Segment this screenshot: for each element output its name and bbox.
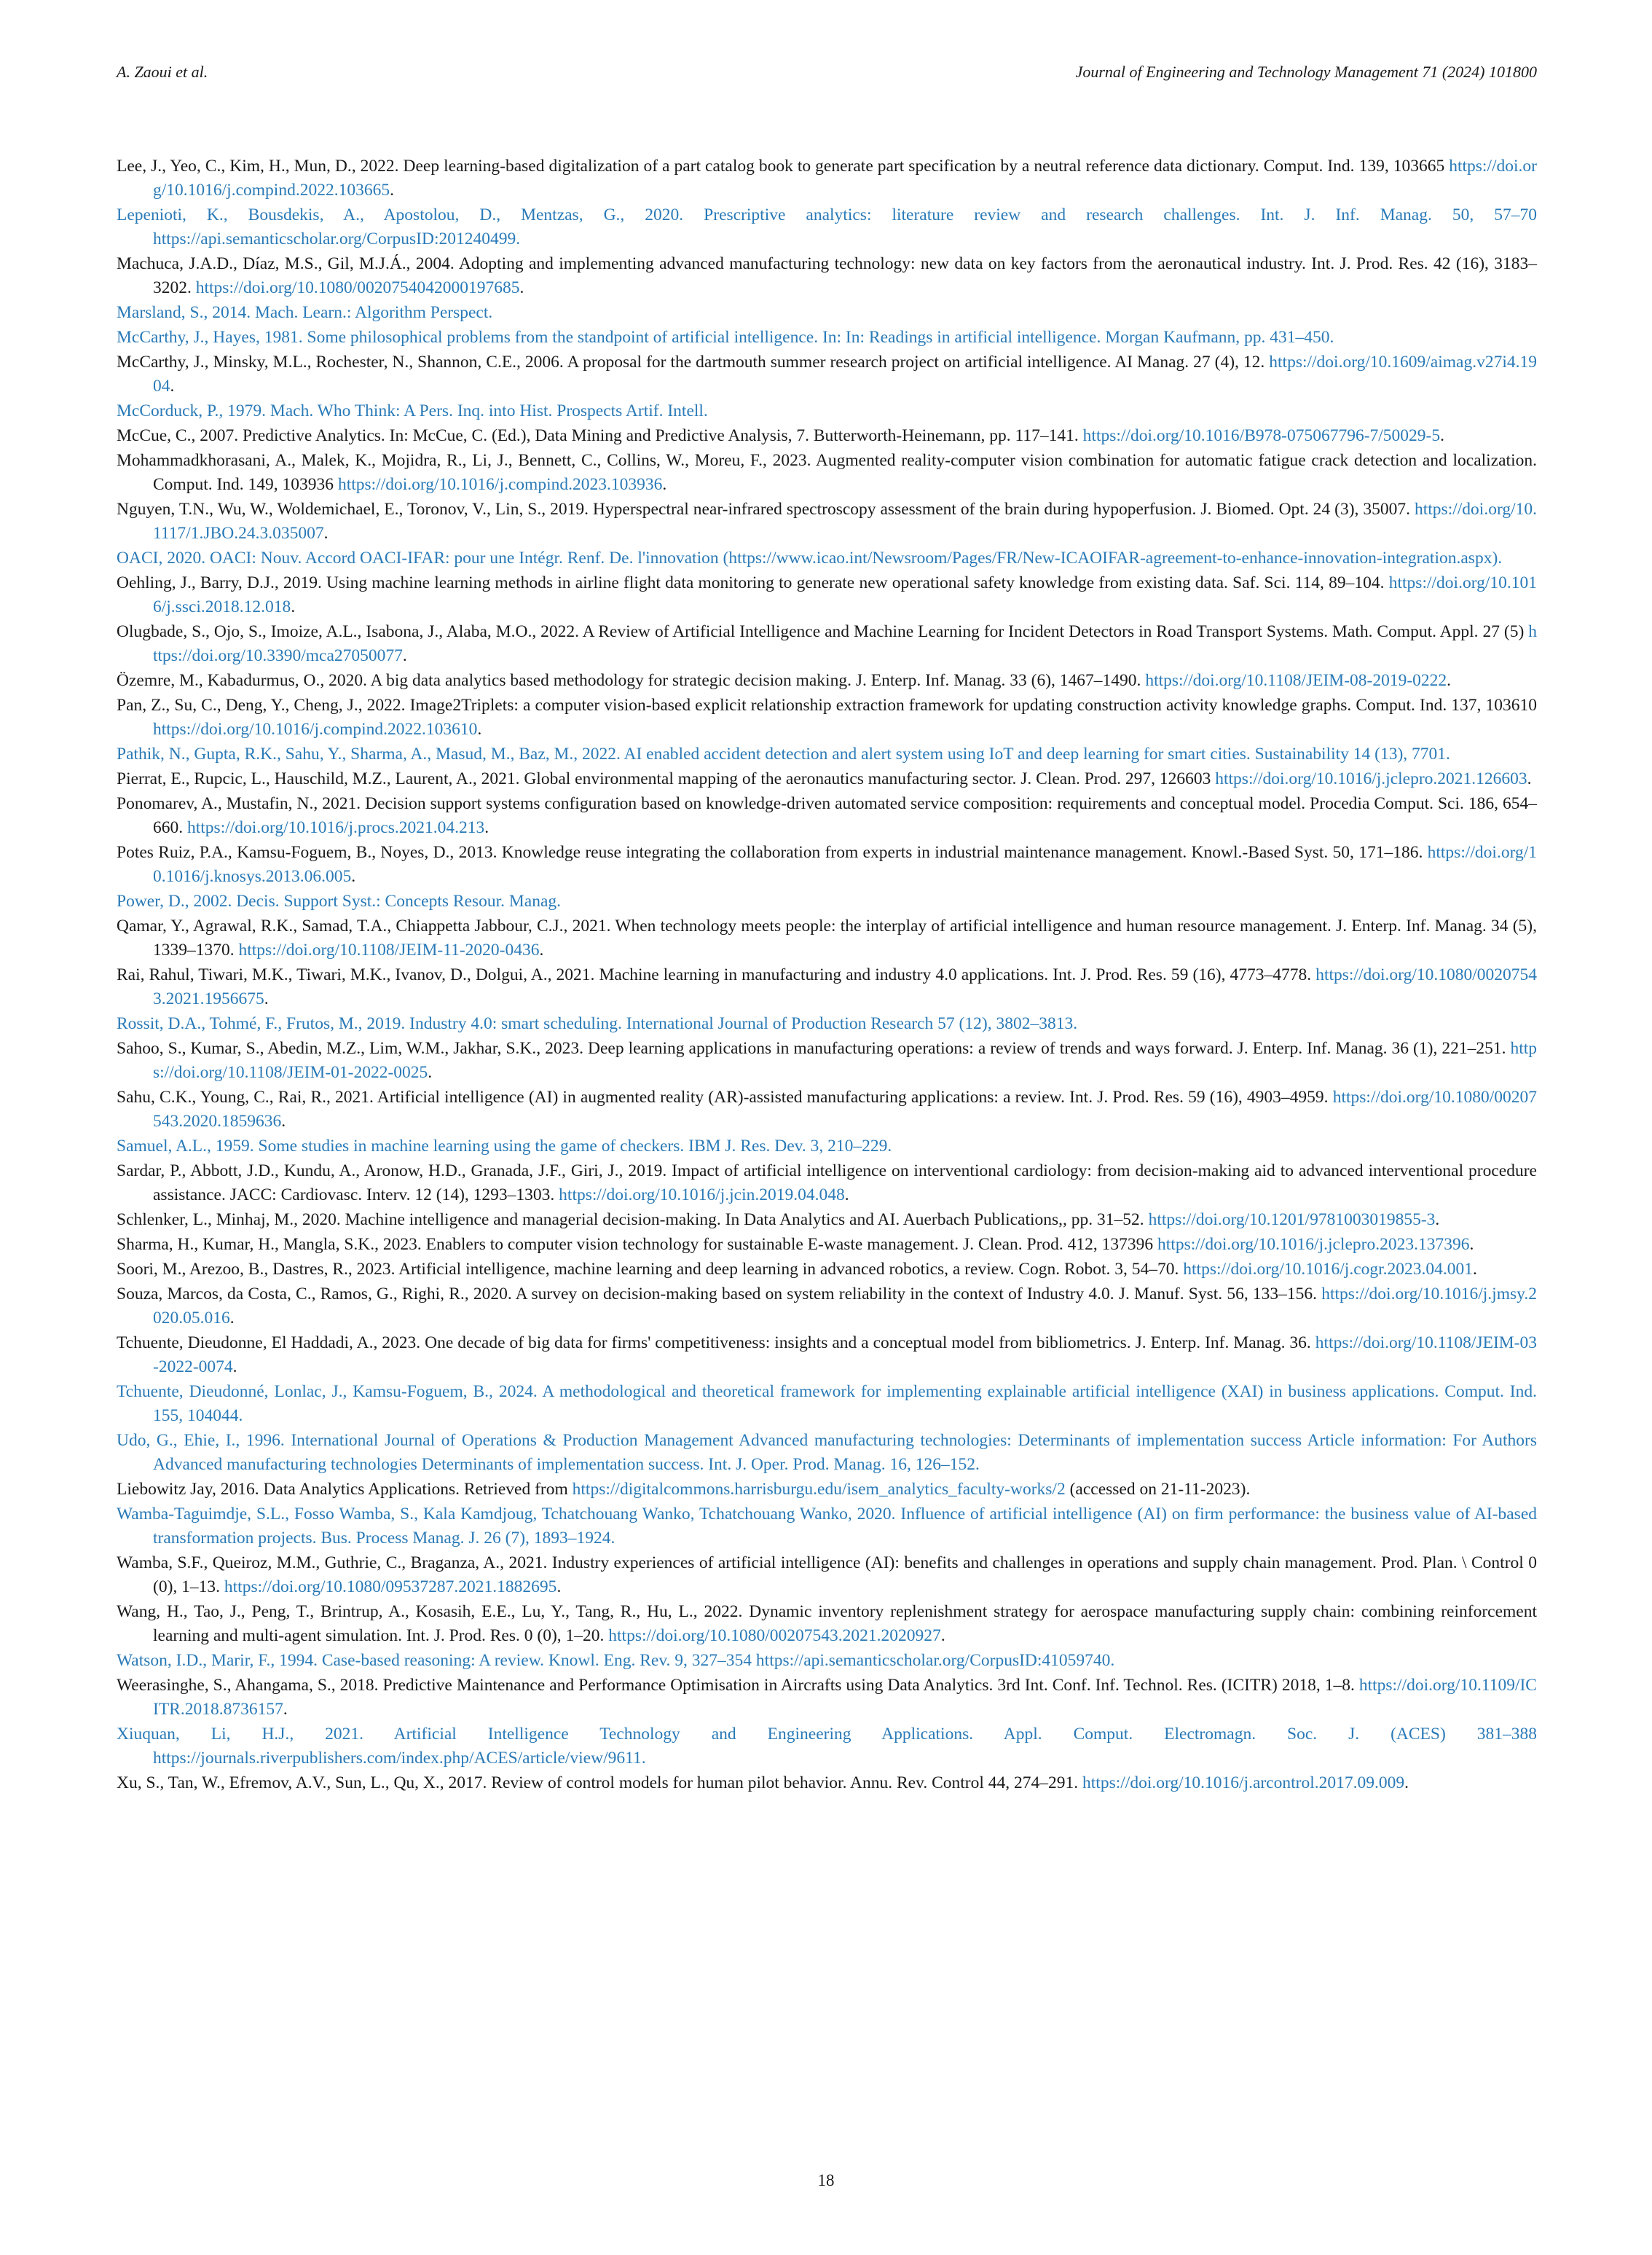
reference-doi-link[interactable]: https://doi.org/10.1108/JEIM-11-2020-0436	[238, 941, 540, 960]
reference-entry[interactable]	[117, 1649, 1537, 1673]
reference-entry	[117, 350, 1537, 399]
reference-entry	[117, 841, 1537, 889]
reference-text: OACI, 2020. OACI: Nouv. Accord OACI-IFAR: pour une Intégr. Renf. De. l'innovation (https://www.icao.int/Newsroom/Pages/FR/New-ICAOIFAR-agreement-to-enhance-innovation-integration.aspx).	[117, 549, 1503, 568]
running-header	[117, 63, 1537, 92]
reference-suffix: .	[1404, 1773, 1409, 1792]
reference-entry	[117, 1037, 1537, 1085]
reference-doi-link[interactable]: https://doi.org/10.1016/j.jcin.2019.04.048	[559, 1185, 845, 1204]
reference-suffix: .	[1447, 671, 1452, 690]
reference-text: Sharma, H., Kumar, H., Mangla, S.K., 2023. Enablers to computer vision technology for sustainable E-waste management. J. Clean. Prod. 412, 137396	[117, 1235, 1158, 1254]
reference-suffix: .	[402, 646, 407, 665]
reference-text: Udo, G., Ehie, I., 1996. International Journal of Operations & Production Management Advanced manufacturing technologies: Determinants of implementation success Article information: For Authors Advanced manufacturing technologies Determinants of implementation success. Int. J. Oper. Prod. Manag. 16, 126–152.	[117, 1431, 1537, 1474]
reference-text: Machuca, J.A.D., Díaz, M.S., Gil, M.J.Á., 2004. Adopting and implementing advanced manufacturing technology: new data on key factors from the aeronautical industry. Int. J. Prod. Res. 42 (16), 3183–3202.	[117, 254, 1537, 297]
reference-text: Soori, M., Arezoo, B., Dastres, R., 2023. Artificial intelligence, machine learning and deep learning in advanced robotics, a review. Cogn. Robot. 3, 54–70.	[117, 1260, 1184, 1279]
reference-text: Watson, I.D., Marir, F., 1994. Case-based reasoning: A review. Knowl. Eng. Rev. 9, 327–354 https://api.semanticscholar.org/CorpusID:41059740.	[117, 1651, 1115, 1670]
reference-entry	[117, 620, 1537, 668]
reference-text: Tchuente, Dieudonne, El Haddadi, A., 2023. One decade of big data for firms' competitiveness: insights and a conceptual model from bibliometrics. J. Enterp. Inf. Manag. 36.	[117, 1333, 1315, 1352]
reference-suffix: .	[283, 1700, 288, 1719]
reference-text: Liebowitz Jay, 2016. Data Analytics Applications. Retrieved from	[117, 1480, 573, 1499]
reference-entry	[117, 154, 1537, 203]
reference-text: Sahu, C.K., Young, C., Rai, R., 2021. Artificial intelligence (AI) in augmented reality (AR)-assisted manufacturing applications: a review. Int. J. Prod. Res. 59 (16), 4903–4959.	[117, 1088, 1333, 1107]
reference-suffix: .	[1469, 1235, 1474, 1254]
reference-doi-link[interactable]: https://doi.org/10.1016/j.arcontrol.2017.09.009	[1082, 1773, 1405, 1792]
reference-entry	[117, 1258, 1537, 1282]
reference-text: Lee, J., Yeo, C., Kim, H., Mun, D., 2022. Deep learning-based digitalization of a part catalog book to generate part specification by a neutral reference data dictionary. Comput. Ind. 139, 103665	[117, 157, 1450, 176]
reference-text: McCarthy, J., Hayes, 1981. Some philosophical problems from the standpoint of artificial intelligence. In: In: Readings in artificial intelligence. Morgan Kaufmann, pp. 431–450.	[117, 328, 1334, 347]
reference-doi-link[interactable]: https://doi.org/10.1201/9781003019855-3	[1148, 1210, 1436, 1229]
reference-text: Nguyen, T.N., Wu, W., Woldemichael, E., Toronov, V., Lin, S., 2019. Hyperspectral near-infrared spectroscopy assessment of the brain during hypoperfusion. J. Biomed. Opt. 24 (3), 35007.	[117, 500, 1415, 519]
reference-entry	[117, 1600, 1537, 1648]
reference-doi-link[interactable]: https://doi.org/10.1108/JEIM-03-2022-0074	[153, 1333, 1537, 1376]
reference-doi-link[interactable]: https://doi.org/10.1016/j.procs.2021.04.213	[187, 818, 485, 837]
reference-doi-link[interactable]: https://doi.org/10.1080/09537287.2021.1882695	[224, 1577, 557, 1596]
reference-entry[interactable]	[117, 1380, 1537, 1428]
reference-entry	[117, 449, 1537, 497]
reference-doi-link[interactable]: https://doi.org/10.1080/00207543.2020.1859636	[153, 1088, 1537, 1131]
reference-entry	[117, 1159, 1537, 1207]
reference-text: Wang, H., Tao, J., Peng, T., Brintrup, A., Kosasih, E.E., Lu, Y., Tang, R., Hu, L., 2022. Dynamic inventory replenishment strategy for aerospace manufacturing supply chain: combining reinforcement learning and multi-agent simulation. Int. J. Prod. Res. 0 (0), 1–20.	[117, 1602, 1537, 1645]
reference-doi-link[interactable]: https://doi.org/10.1016/j.jclepro.2021.126603	[1215, 769, 1527, 788]
reference-entry	[117, 1086, 1537, 1134]
reference-doi-link[interactable]: https://doi.org/10.1016/j.compind.2022.103610	[153, 720, 478, 739]
reference-entry[interactable]	[117, 742, 1537, 766]
reference-entry	[117, 1233, 1537, 1257]
reference-suffix: .	[1527, 769, 1532, 788]
reference-doi-link[interactable]: https://doi.org/10.1016/j.knosys.2013.06.005	[153, 843, 1537, 886]
reference-text: Wamba-Taguimdje, S.L., Fosso Wamba, S., Kala Kamdjoug, Tchatchouang Wanko, Tchatchouang Wanko, 2020. Influence of artificial intelligence (AI) on firm performance: the business value of AI-based transformation projects. Bus. Process Manag. J. 26 (7), 1893–1924.	[117, 1505, 1537, 1548]
reference-entry[interactable]	[117, 890, 1537, 914]
reference-suffix: .	[264, 989, 269, 1008]
reference-suffix: .	[281, 1112, 286, 1131]
reference-doi-link[interactable]: https://doi.org/10.1609/aimag.v27i4.1904	[153, 353, 1537, 396]
reference-doi-link[interactable]: https://doi.org/10.1016/j.jclepro.2023.137396	[1157, 1235, 1470, 1254]
reference-entry[interactable]	[117, 546, 1537, 570]
reference-suffix: .	[323, 524, 329, 543]
reference-suffix: .	[662, 475, 667, 494]
reference-doi-link[interactable]: https://doi.org/10.3390/mca27050077	[153, 622, 1537, 665]
reference-text: McCue, C., 2007. Predictive Analytics. In: McCue, C. (Ed.), Data Mining and Predictive Analysis, 7. Butterworth-Heinemann, pp. 117–141.	[117, 426, 1083, 445]
reference-entry	[117, 963, 1537, 1011]
reference-suffix: .	[351, 867, 356, 886]
reference-doi-link[interactable]: https://doi.org/10.1016/j.jmsy.2020.05.016	[153, 1285, 1537, 1327]
reference-entry	[117, 498, 1537, 546]
reference-suffix: .	[291, 597, 296, 616]
reference-entry[interactable]	[117, 1012, 1537, 1036]
reference-text: McCorduck, P., 1979. Mach. Who Think: A Pers. Inq. into Hist. Prospects Artif. Intell.	[117, 401, 708, 420]
reference-doi-link[interactable]: https://doi.org/10.1016/j.compind.2022.103665	[153, 157, 1537, 200]
reference-doi-link[interactable]: https://doi.org/10.1080/00207543.2021.2020927	[608, 1626, 941, 1645]
reference-entry	[117, 792, 1537, 840]
reference-text: Potes Ruiz, P.A., Kamsu-Foguem, B., Noyes, D., 2013. Knowledge reuse integrating the collaboration from experts in industrial maintenance management. Knowl.-Based Syst. 50, 171–186.	[117, 843, 1428, 862]
reference-entry	[117, 1674, 1537, 1722]
reference-doi-link[interactable]: https://doi.org/10.1117/1.JBO.24.3.035007	[153, 500, 1537, 543]
reference-entry[interactable]	[117, 203, 1537, 251]
reference-entry[interactable]	[117, 1722, 1537, 1770]
reference-doi-link[interactable]: https://digitalcommons.harrisburgu.edu/isem_analytics_faculty-works/2	[572, 1480, 1066, 1499]
reference-suffix: .	[477, 720, 482, 739]
reference-doi-link[interactable]: https://doi.org/10.1108/JEIM-01-2022-0025	[153, 1039, 1537, 1082]
reference-text: Sahoo, S., Kumar, S., Abedin, M.Z., Lim, W.M., Jakhar, S.K., 2023. Deep learning applications in manufacturing operations: a review of trends and ways forward. J. Enterp. Inf. Manag. 36 (1), 221–251.	[117, 1039, 1511, 1058]
reference-entry[interactable]	[117, 1134, 1537, 1158]
reference-suffix: .	[428, 1063, 433, 1082]
reference-suffix: .	[556, 1577, 562, 1596]
reference-entry	[117, 767, 1537, 791]
reference-text: Schlenker, L., Minhaj, M., 2020. Machine intelligence and managerial decision-making. In Data Analytics and AI. Auerbach Publications,, pp. 31–52.	[117, 1210, 1149, 1229]
page-number: 18	[817, 2171, 835, 2189]
reference-suffix: .	[844, 1185, 849, 1204]
reference-text: Oehling, J., Barry, D.J., 2019. Using machine learning methods in airline flight data monitoring to generate new operational safety knowledge from existing data. Saf. Sci. 114, 89–104.	[117, 573, 1389, 592]
reference-suffix: .	[1473, 1260, 1477, 1279]
header-journal-citation: Journal of Engineering and Technology Management 71 (2024) 101800	[1075, 63, 1537, 81]
reference-entry	[117, 1551, 1537, 1599]
reference-text: Xiuquan, Li, H.J., 2021. Artificial Intelligence Technology and Engineering Applications. Appl. Comput. Electromagn. Soc. J. (ACES) 381–388 https://journals.riverpublishers.com/index.php/ACES/article/view/9611.	[117, 1725, 1537, 1768]
reference-entry	[117, 1478, 1537, 1502]
reference-entry[interactable]	[117, 399, 1537, 423]
reference-suffix: .	[940, 1626, 945, 1645]
reference-doi-link[interactable]: https://doi.org/10.1080/00207543.2021.1956675	[153, 965, 1537, 1008]
reference-text: Wamba, S.F., Queiroz, M.M., Guthrie, C., Braganza, A., 2021. Industry experiences of artificial intelligence (AI): benefits and challenges in operations and supply chain management. Prod. Plan. \ Control 0 (0), 1–13.	[117, 1553, 1537, 1596]
reference-text: Mohammadkhorasani, A., Malek, K., Mojidra, R., Li, J., Bennett, C., Collins, W., Moreu, F., 2023. Augmented reality-computer vision combination for automatic fatigue crack detection and localization. Comput. Ind. 149, 103936	[117, 451, 1537, 494]
reference-suffix: (accessed on 21-11-2023).	[1065, 1480, 1251, 1499]
reference-text: Pathik, N., Gupta, R.K., Sahu, Y., Sharma, A., Masud, M., Baz, M., 2022. AI enabled accident detection and alert system using IoT and deep learning for smart cities. Sustainability 14 (13), 7701.	[117, 745, 1450, 764]
reference-text: Sardar, P., Abbott, J.D., Kundu, A., Aronow, H.D., Granada, J.F., Giri, J., 2019. Impact of artificial intelligence on interventional cardiology: from decision-making aid to advanced interventional procedure assistance. JACC: Cardiovasc. Interv. 12 (14), 1293–1303.	[117, 1161, 1537, 1204]
reference-text: Samuel, A.L., 1959. Some studies in machine learning using the game of checkers. IBM J. Res. Dev. 3, 210–229.	[117, 1137, 892, 1156]
reference-doi-link[interactable]: https://doi.org/10.1108/JEIM-08-2019-0222	[1145, 671, 1447, 690]
reference-entry	[117, 1771, 1537, 1795]
reference-entry	[117, 669, 1537, 693]
reference-suffix: .	[232, 1357, 237, 1376]
reference-text: Xu, S., Tan, W., Efremov, A.V., Sun, L., Qu, X., 2017. Review of control models for human pilot behavior. Annu. Rev. Control 44, 274–291.	[117, 1773, 1083, 1792]
reference-entry[interactable]	[117, 326, 1537, 350]
reference-text: Özemre, M., Kabadurmus, O., 2020. A big data analytics based methodology for strategic decision making. J. Enterp. Inf. Manag. 33 (6), 1467–1490.	[117, 671, 1146, 690]
reference-text: Olugbade, S., Ojo, S., Imoize, A.L., Isabona, J., Alaba, M.O., 2022. A Review of Artificial Intelligence and Machine Learning for Incident Detectors in Road Transport Systems. Math. Comput. Appl. 27 (5)	[117, 622, 1529, 641]
reference-entry	[117, 1282, 1537, 1330]
reference-text: Power, D., 2002. Decis. Support Syst.: Concepts Resour. Manag.	[117, 892, 562, 911]
reference-suffix: .	[1440, 426, 1445, 445]
reference-doi-link[interactable]: https://doi.org/10.1016/j.compind.2023.103936	[337, 475, 663, 494]
reference-entry	[117, 571, 1537, 619]
reference-text: Rossit, D.A., Tohmé, F., Frutos, M., 2019. Industry 4.0: smart scheduling. International Journal of Production Research 57 (12), 3802–3813.	[117, 1014, 1078, 1033]
reference-suffix: .	[390, 181, 394, 200]
reference-text: Tchuente, Dieudonné, Lonlac, J., Kamsu-Foguem, B., 2024. A methodological and theoretical framework for implementing explainable artificial intelligence (XAI) in business applications. Comput. Ind. 155, 104044.	[117, 1382, 1537, 1425]
reference-entry	[117, 914, 1537, 962]
reference-entry	[117, 1208, 1537, 1232]
reference-text: Rai, Rahul, Tiwari, M.K., Tiwari, M.K., Ivanov, D., Dolgui, A., 2021. Machine learning in manufacturing and industry 4.0 applications. Int. J. Prod. Res. 59 (16), 4773–4778.	[117, 965, 1316, 984]
reference-suffix: .	[229, 1309, 235, 1327]
reference-suffix: .	[539, 941, 544, 960]
reference-text: Pan, Z., Su, C., Deng, Y., Cheng, J., 2022. Image2Triplets: a computer vision-based explicit relationship extraction framework for updating construction activity knowledge graphs. Comput. Ind. 137, 103610	[117, 696, 1537, 715]
reference-suffix: .	[1435, 1210, 1440, 1229]
reference-list	[117, 154, 1537, 1796]
reference-entry[interactable]	[117, 1502, 1537, 1550]
reference-suffix: .	[484, 818, 489, 837]
reference-text: Marsland, S., 2014. Mach. Learn.: Algorithm Perspect.	[117, 303, 493, 322]
reference-text: McCarthy, J., Minsky, M.L., Rochester, N., Shannon, C.E., 2006. A proposal for the dartmouth summer research project on artificial intelligence. AI Manag. 27 (4), 12.	[117, 353, 1270, 372]
reference-entry[interactable]	[117, 1429, 1537, 1477]
reference-entry	[117, 694, 1537, 742]
reference-text: Souza, Marcos, da Costa, C., Ramos, G., Righi, R., 2020. A survey on decision-making based on system reliability in the context of Industry 4.0. J. Manuf. Syst. 56, 133–156.	[117, 1285, 1322, 1303]
reference-doi-link[interactable]: https://doi.org/10.1109/ICITR.2018.8736157	[153, 1676, 1537, 1719]
reference-text: Pierrat, E., Rupcic, L., Hauschild, M.Z., Laurent, A., 2021. Global environmental mapping of the aeronautics manufacturing sector. J. Clean. Prod. 297, 126603	[117, 769, 1216, 788]
reference-text: Qamar, Y., Agrawal, R.K., Samad, T.A., Chiappetta Jabbour, C.J., 2021. When technology meets people: the interplay of artificial intelligence and human resource management. J. Enterp. Inf. Manag. 34 (5), 1339–1370.	[117, 917, 1537, 960]
reference-text: Ponomarev, A., Mustafin, N., 2021. Decision support systems configuration based on knowledge-driven automated service composition: requirements and conceptual model. Procedia Comput. Sci. 186, 654–660.	[117, 794, 1537, 837]
reference-doi-link[interactable]: https://doi.org/10.1016/B978-075067796-7/50029-5	[1082, 426, 1441, 445]
header-authors: A. Zaoui et al.	[117, 63, 208, 81]
reference-doi-link[interactable]: https://doi.org/10.1080/0020754042000197685	[195, 278, 520, 297]
reference-entry	[117, 424, 1537, 448]
reference-doi-link[interactable]: https://doi.org/10.1016/j.cogr.2023.04.001	[1183, 1260, 1474, 1279]
reference-suffix: .	[170, 377, 175, 396]
reference-text: Lepenioti, K., Bousdekis, A., Apostolou, D., Mentzas, G., 2020. Prescriptive analytics: literature review and research challenges. Int. J. Inf. Manag. 50, 57–70 https://api.semanticscholar.org/CorpusID:201240499.	[117, 205, 1537, 248]
reference-suffix: .	[519, 278, 524, 297]
reference-entry[interactable]	[117, 301, 1537, 325]
reference-doi-link[interactable]: https://doi.org/10.1016/j.ssci.2018.12.018	[153, 573, 1537, 616]
reference-entry	[117, 252, 1537, 300]
reference-entry	[117, 1331, 1537, 1379]
reference-text: Weerasinghe, S., Ahangama, S., 2018. Predictive Maintenance and Performance Optimisation in Aircrafts using Data Analytics. 3rd Int. Conf. Inf. Technol. Res. (ICITR) 2018, 1–8.	[117, 1676, 1359, 1695]
